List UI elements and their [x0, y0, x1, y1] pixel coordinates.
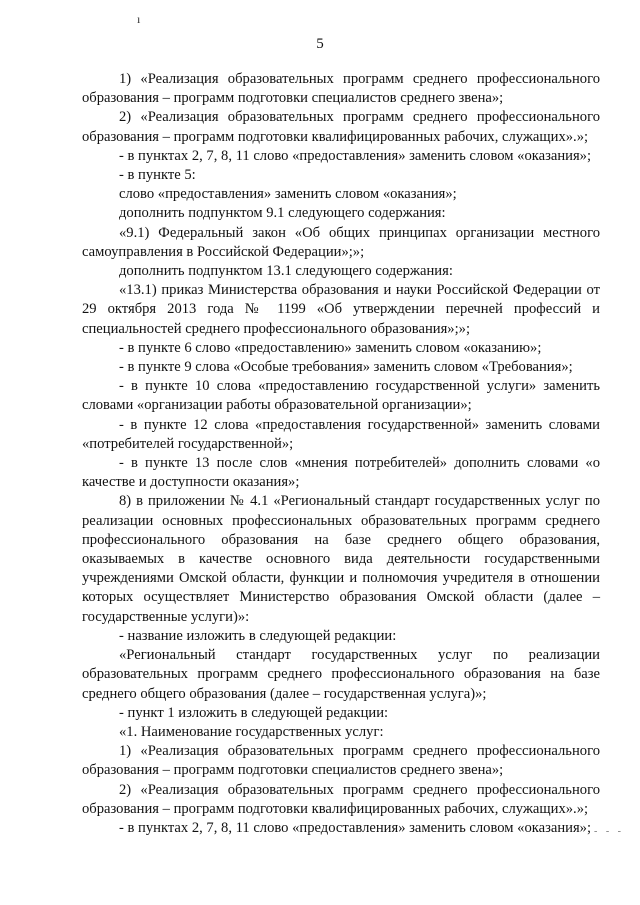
paragraph: слово «предоставления» заменить словом «оказания»; [119, 186, 457, 203]
paragraph: «Региональный стандарт государственных услуг по реализации образовательных программ среднего профессионального образования на базе среднего общего образования (далее – государственная услуга)»; [82, 647, 600, 702]
page-number: 5 [316, 36, 324, 52]
paragraph: - название изложить в следующей редакции: [119, 627, 397, 644]
paragraph: 8) в приложении № 4.1 «Региональный стандарт государственных услуг по реализации основных профессиональных образовательных программ среднего профессионального образования на базе среднего общего образования, оказываемых в качестве основного вида деятельности государственными учреждениями Омской области, функции и полномочия учредителя в отношении которых осуществляет Министерство образования Омской области (далее – государственные услуги)»: [82, 493, 600, 625]
paragraph: «9.1) Федеральный закон «Об общих принципах организации местного самоуправления в Российской Федерации»;»; [82, 224, 600, 260]
paragraph: - в пунктах 2, 7, 8, 11 слово «предоставления» заменить словом «оказания»; [119, 819, 592, 836]
paragraph: «13.1) приказ Министерства образования и науки Российской Федерации от 29 октября 2013 года № 1199 «Об утверждении перечней профессий и специальностей среднего профессионального образования»;»; [82, 282, 600, 337]
page-mark: ı [137, 12, 141, 26]
paragraph: - в пункте 13 после слов «мнения потребителей» дополнить словами «о качестве и доступности оказания»; [82, 455, 600, 491]
paragraph: «1. Наименование государственных услуг: [119, 723, 384, 740]
paragraph: - в пункте 9 слова «Особые требования» заменить словом «Требования»; [119, 359, 573, 376]
paragraph: - в пунктах 2, 7, 8, 11 слово «предоставления» заменить словом «оказания»; [119, 147, 592, 164]
paragraph: - в пункте 6 слово «предоставлению» заменить словом «оказанию»; [119, 339, 542, 356]
paragraph: 2) «Реализация образовательных программ среднего профессионального образования – программ подготовки квалифицированных рабочих, служащих».»; [82, 109, 600, 145]
paragraph: - пункт 1 изложить в следующей редакции: [119, 704, 389, 721]
paragraph: 1) «Реализация образовательных программ среднего профессионального образования – программ подготовки специалистов среднего звена»; [82, 743, 600, 779]
document-body [82, 70, 600, 838]
paragraph: - в пункте 5: [119, 167, 196, 184]
paragraph: дополнить подпунктом 9.1 следующего содержания: [119, 205, 446, 222]
paragraph: дополнить подпунктом 13.1 следующего содержания: [119, 263, 453, 280]
scan-mark: - - - [594, 826, 624, 837]
paragraph: 2) «Реализация образовательных программ среднего профессионального образования – программ подготовки квалифицированных рабочих, служащих».»; [82, 781, 600, 817]
paragraph: - в пункте 10 слова «предоставлению государственной услуги» заменить словами «организации работы образовательной организации»; [82, 378, 600, 414]
paragraph: - в пункте 12 слова «предоставления государственной» заменить словами «потребителей государственной»; [82, 416, 600, 452]
paragraph: 1) «Реализация образовательных программ среднего профессионального образования – программ подготовки специалистов среднего звена»; [82, 71, 600, 107]
